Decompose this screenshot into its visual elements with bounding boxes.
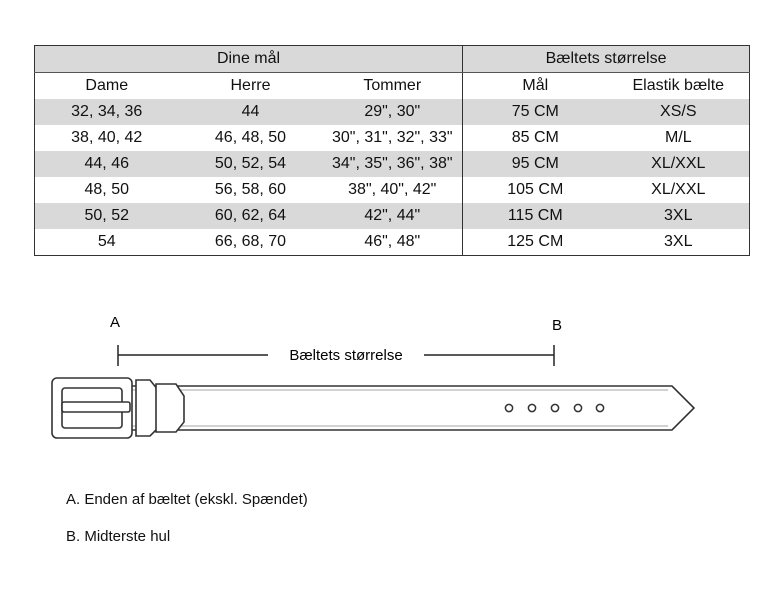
table-cell: 44, 46	[35, 151, 179, 177]
column-header: Herre	[230, 77, 271, 94]
table-cell: 125 CM	[507, 233, 564, 250]
legend-item-a: A. Enden af bæltet (ekskl. Spændet)	[66, 491, 308, 508]
table-cell: 54	[97, 233, 116, 250]
column-header: Dame	[85, 77, 129, 94]
table-cell: XL/XXL	[608, 151, 750, 177]
table-cell: 32, 34, 36	[35, 99, 179, 125]
table-cell: 50, 52, 54	[179, 151, 323, 177]
table-cell: M/L	[664, 129, 692, 146]
column-header: Tommer	[323, 73, 463, 100]
table-cell: 42", 44"	[323, 203, 463, 229]
legend-item-b: B. Midterste hul	[66, 528, 171, 545]
table-cell: XS/S	[608, 99, 750, 125]
table-cell: 95 CM	[463, 151, 608, 177]
table-cell: 50, 52	[35, 203, 179, 229]
table-cell: 115 CM	[463, 203, 608, 229]
table-cell: 66, 68, 70	[214, 233, 287, 250]
point-b-label: B	[552, 317, 563, 334]
group-header-dine-maal: Dine mål	[35, 46, 463, 73]
table-cell: 60, 62, 64	[179, 203, 323, 229]
table-cell: 75 CM	[463, 99, 608, 125]
table-cell: 48, 50	[84, 181, 129, 198]
table-cell: 3XL	[608, 203, 750, 229]
dimension-label: Bæltets størrelse	[289, 347, 403, 364]
table-cell: 34", 35", 36", 38"	[323, 151, 463, 177]
point-a-label: A	[110, 314, 121, 331]
table-cell: 46", 48"	[323, 229, 463, 256]
group-header-baeltets-stoerrelse: Bæltets størrelse	[463, 46, 750, 73]
table-cell: 44	[179, 99, 323, 125]
table-cell: 105 CM	[507, 181, 564, 198]
column-header: Mål	[522, 77, 549, 94]
table-cell: 3XL	[664, 233, 693, 250]
table-cell: 85 CM	[511, 129, 559, 146]
table-cell: 38, 40, 42	[71, 129, 143, 146]
table-cell: 46, 48, 50	[214, 129, 287, 146]
column-header: Elastik bælte	[632, 77, 725, 94]
table-cell: 29", 30"	[323, 99, 463, 125]
table-cell: 38", 40", 42"	[323, 177, 463, 203]
table-cell: XL/XXL	[651, 181, 706, 198]
table-cell: 56, 58, 60	[214, 181, 287, 198]
buckle-icon	[52, 378, 184, 438]
table-cell: 30", 31", 32", 33"	[323, 125, 463, 151]
